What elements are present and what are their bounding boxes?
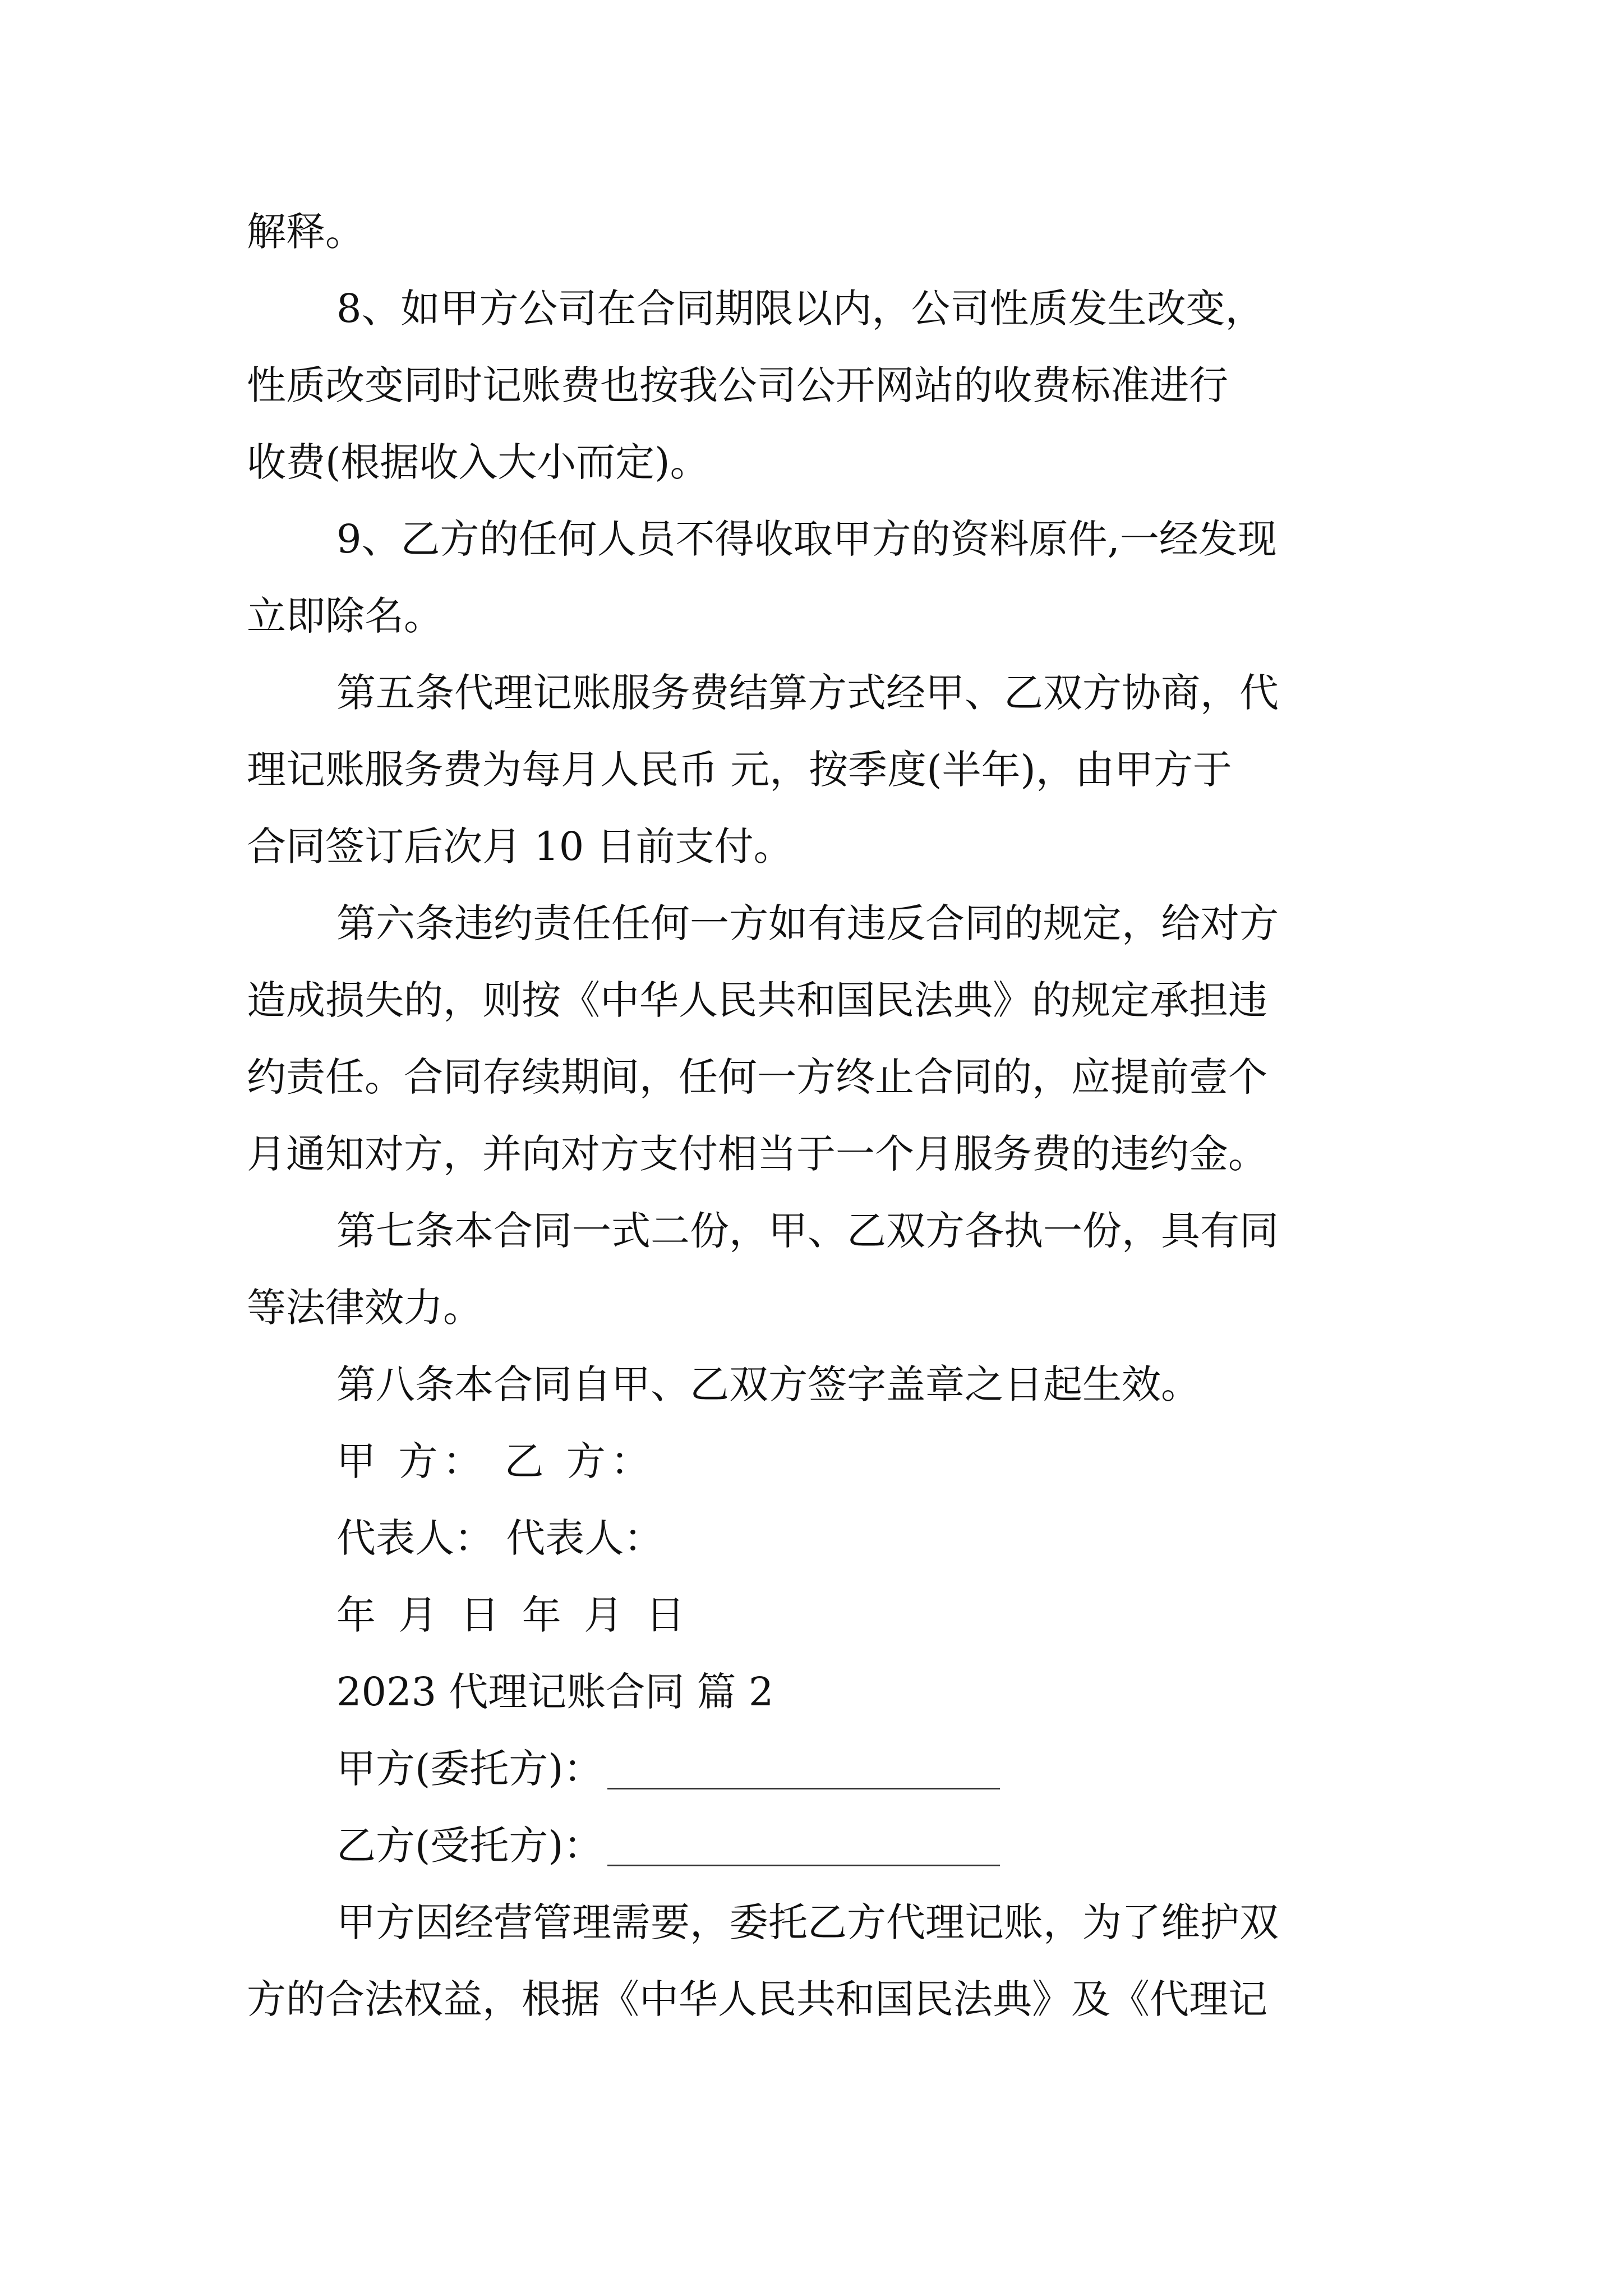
section-heading: 2023 代理记账合同 篇 2: [336, 1669, 774, 1715]
signature-representative-line: 代表人： 代表人：: [336, 1515, 663, 1561]
party-b-line: [247, 1807, 1391, 1884]
paragraph-line: 约责任。合同存续期间，任何一方终止合同的，应提前壹个: [247, 1054, 1267, 1100]
party-a-line: [247, 1731, 1391, 1807]
party-a-label: 甲方(委托方)：: [336, 1746, 603, 1792]
party-b-label: 乙方(受托方)：: [336, 1823, 603, 1869]
paragraph-line: 造成损失的，则按《中华人民共和国民法典》的规定承担违: [247, 977, 1267, 1023]
party-b-blank: [607, 1832, 1000, 1866]
paragraph-line: 8、如甲方公司在合同期限以内，公司性质发生改变，: [336, 286, 1265, 332]
paragraph-line: 合同签订后次月 10 日前支付。: [247, 823, 793, 869]
paragraph-line: 9、乙方的任何人员不得收取甲方的资料原件,一经发现: [336, 516, 1277, 562]
paragraph-line: 性质改变同时记账费也按我公司公开网站的收费标准进行: [247, 362, 1228, 408]
paragraph-line: 理记账服务费为每月人民币 元，按季度(半年)，由甲方于: [247, 747, 1232, 793]
paragraph-line: 月通知对方，并向对方支付相当于一个月服务费的违约金。: [247, 1131, 1267, 1177]
signature-party-line: 甲 方： 乙 方：: [336, 1438, 655, 1484]
paragraph-line: 第八条本合同自甲、乙双方签字盖章之日起生效。: [336, 1361, 1200, 1407]
party-a-blank: [607, 1755, 1000, 1789]
document-body: [247, 194, 1391, 2038]
paragraph-line: 立即除名。: [247, 593, 443, 639]
paragraph-line: 等法律效力。: [247, 1285, 482, 1331]
paragraph-line: 解释。: [247, 209, 365, 255]
paragraph-line: 第六条违约责任任何一方如有违反合同的规定，给对方: [336, 900, 1279, 946]
paragraph-line: 甲方因经营管理需要，委托乙方代理记账，为了维护双: [336, 1899, 1279, 1945]
paragraph-line: 方的合法权益，根据《中华人民共和国民法典》及《代理记: [247, 1976, 1267, 2022]
signature-date-line: 年 月 日 年 月 日: [336, 1592, 690, 1638]
paragraph-line: 第五条代理记账服务费结算方式经甲、乙双方协商，代: [336, 670, 1279, 716]
paragraph-line: 第七条本合同一式二份，甲、乙双方各执一份，具有同: [336, 1208, 1279, 1254]
paragraph-line: 收费(根据收入大小而定)。: [247, 439, 709, 485]
